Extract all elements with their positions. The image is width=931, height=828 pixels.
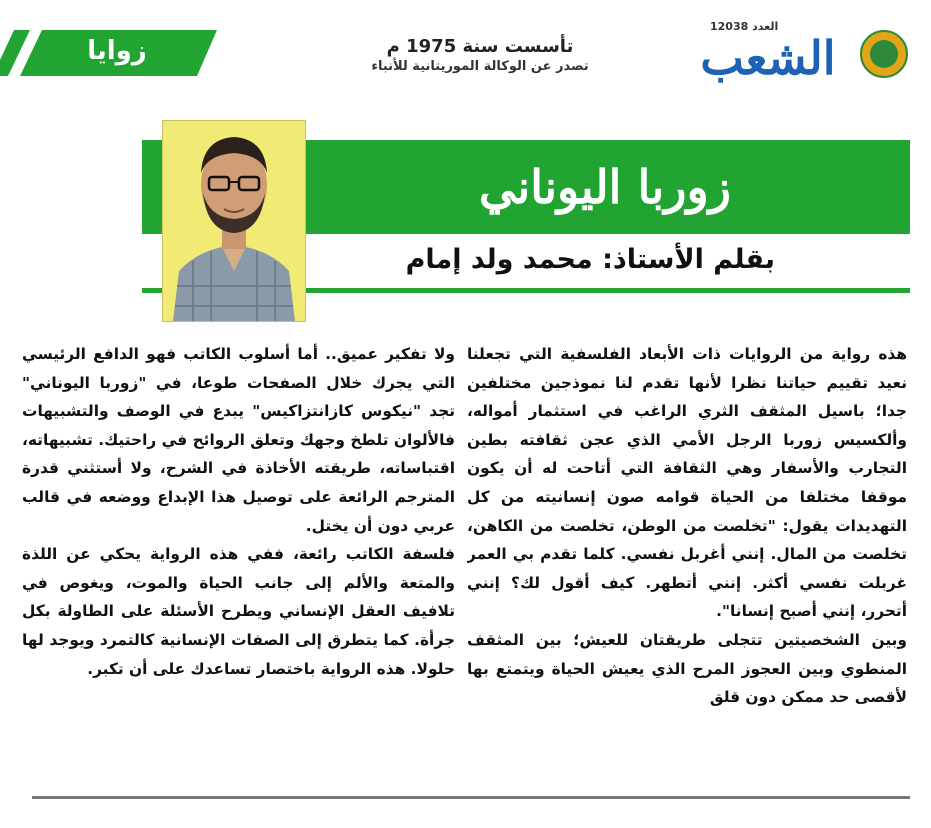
section-tab [0,30,217,76]
founded-line: تأسست سنة 1975 م [386,36,574,57]
article-column-right [467,340,907,790]
section-label: زوايا [87,36,147,66]
issue-number: العدد 12038 [710,20,779,33]
newspaper-logo: الشعب [700,31,836,85]
newspaper-masthead [668,18,908,86]
seal-icon [860,30,908,78]
publisher-line: تصدر عن الوكالة الموريتانية للأنباء [371,59,589,74]
article-column-left [22,340,455,790]
masthead-tagline [330,36,630,76]
article-byline: بقلم الأستاذ: محمد ولد إمام [405,244,775,275]
article-title: زوربا اليوناني [479,160,731,214]
paragraph: ولا تفكير عميق.. أما أسلوب الكاتب فهو الدافع الرئيسي التي يجرك خلال الصفحات طوعا، في "زوربا اليوناني" تجد "نيكوس كازانتزاكيس" يبدع في الوصف والتشبيهات فالألوان تلطخ وجهك وتعلق الروائح في راحتيك. تشبيهاته، اقتباساته، طريقته الأخاذة في الشرح، ولا أستثني قدرة المترجم الرائعة على توصيل هذا الإبداع ووضعه في قالب عربي دون أن يختل. [22,345,455,535]
paragraph: هذه رواية من الروايات ذات الأبعاد الفلسفية التي تجعلنا نعيد تقييم حياتنا نظرا لأنها تقدم لنا نموذجين مختلفين جدا؛ باسيل المثقف الثري الراغب في استثمار أمواله، وألكسيس زوربا الرجل الأمي الذي عجن ثقافته بطين التجارب والأسفار وهي الثقافة التي أتاحت له أن يكون موقفا مختلفا من الحياة قوامه صون إنسانيته من كل التهديدات يقول: "تخلصت من الوطن، تخلصت من الكاهن، تخلصت من المال. إنني أغربل نفسي. كلما تقدم بي العمر غربلت نفسي أكثر. إنني أتطهر. كيف أقول لك؟ إنني أتحرر، إنني أصبح إنسانا". [467,345,907,621]
author-photo [162,120,306,322]
paragraph: وبين الشخصيتين تتجلى طريقتان للعيش؛ بين المثقف المنطوي وبين العجوز المرح الذي يعيش الحياة ويتمتع بها لأقصى حد ممكن دون قلق [467,630,907,707]
paragraph: فلسفة الكاتب رائعة، ففي هذه الرواية يحكي عن اللذة والمتعة والألم إلى جانب الحياة والموت، ويغوص في تلافيف العقل الإنساني ويطرح الأسئلة على الطاولة بكل جرأة. كما يتطرق إلى الصفات الإنسانية كالتمرد ويوجد لها حلولا. هذه الرواية باختصار تساعدك على أن تكبر. [22,545,455,678]
seal-center-icon [870,40,898,68]
author-portrait-icon [163,121,305,321]
bottom-divider [32,796,910,799]
